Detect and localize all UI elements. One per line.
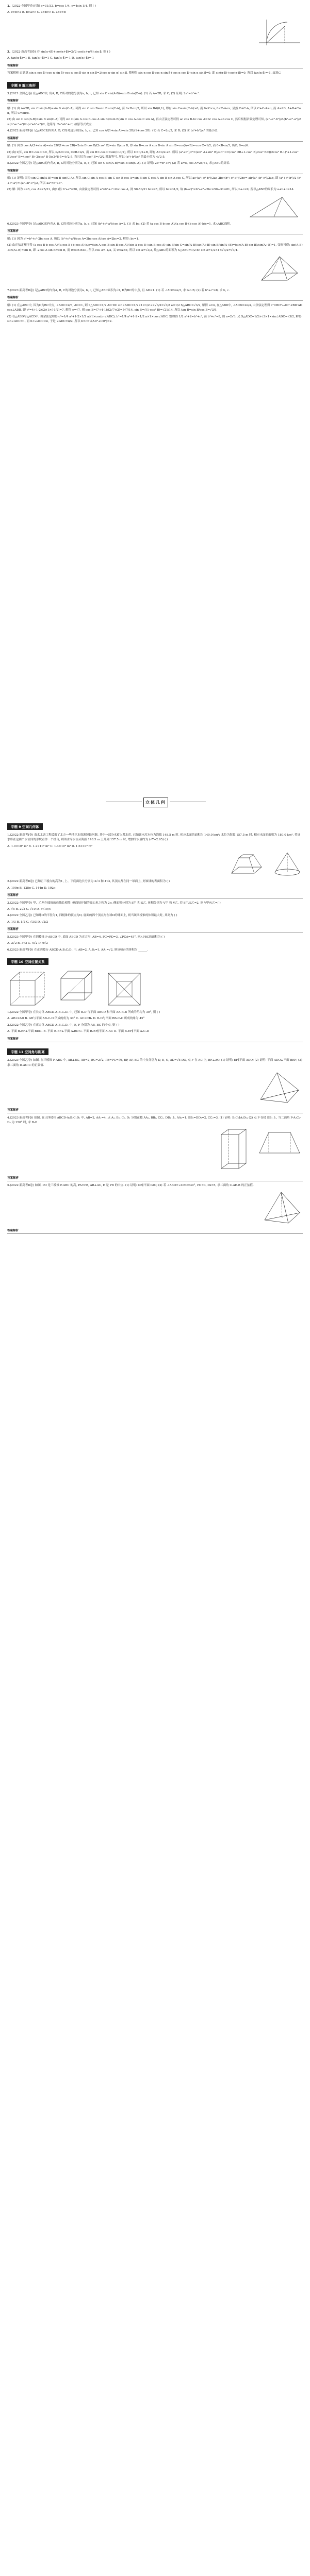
problem-1: 1. (2022·全国甲卷)已知 a=31/32, b=cos 1/4, c=4sin 1/4, 则 ( )	[7, 5, 96, 8]
solution-4a: 解: (1) 因为 cos A/(1+sin A)=sin 2B/(1+cos 2B)=2sin B cos B/(2cos² B)=sin B/cos B, 即 sin B=cos A cos B-sin A sin B=cos(A+B)=-cos C=1/2, 而 0<B<π/3, 所以 B=π/6.	[7, 144, 249, 148]
solution-2: 答案解析 由题意 sin α cos β+cos α sin β+cos α cos β-sin α sin β=2(cos α-sin α) sin β, 整理得 sin α cos β-cos α sin β+cos α cos β+sin α sin β=0, 即 sin(α-β)+cos(α-β)=0, 所以 tan(α-β)=-1. 故选C.	[7, 72, 282, 75]
mid-options-1: A. 1.0×10⁹ m³ B. 1.2×10⁹ m³ C. 1.4×10⁹ m³ D. 1.6×10⁹ m³	[7, 844, 93, 848]
mid-options-3: A. √5 B. 2√2 C. √10 D. 5√10/4	[7, 908, 51, 911]
answer-label: 答案解析	[7, 296, 19, 300]
mid-problem-6: 6.(2023·新高考Ⅰ卷) 在正四棱台 ABCD-A₁B₁C₁D₁ 中, AB=2, A₁B₁=1, AA₁=√2, 则该棱台的体积为 ______.	[7, 948, 148, 952]
divider	[7, 141, 303, 142]
low-options-2: A. 平面 B₁EF⊥平面 BDD₁ B. 平面 B₁EF⊥平面 A₁BD C. 平面 B₁EF∥平面 A₁AC D. 平面 B₁EF∥平面 A₁C₁D	[7, 1030, 149, 1033]
answer-label: 答案解析	[7, 928, 19, 931]
answer-label: 答案解析	[7, 169, 19, 173]
top-column	[7, 4, 303, 326]
divider	[7, 1233, 303, 1234]
triangle-figure	[246, 194, 303, 220]
figure-row	[7, 1070, 303, 1106]
prism-figure	[56, 969, 97, 1008]
middle-column	[7, 819, 303, 1236]
mid-options-5: A. 2√2 B. 3√2 C. 4√2 D. 6√2	[7, 942, 48, 945]
solution-3b: (2) 由 sin C sin(A-B)=sin B sin(C-A) 可得 sin C(sin A cos B-cos A sin B)=sin B(sin C cos A-cos C sin A), 再由正弦定理可得 ac cos B-bc cos A=bc cos A-ab cos C, 然后根据余弦定理可知, (a²+c²-b²)/2-(b²+c²-a²)/2=(b²+c²-a²)/2-(a²+b²-c²)/2, 化简得: 2a²=b²+c², 故原等式成立.	[7, 118, 301, 126]
frustum-figure	[229, 851, 265, 877]
pyramid-figure	[256, 255, 303, 286]
low-options-1: A. AB=2AD B. AB与平面 AB₁C₁D 所成的角为 30° C. AC=CB₁ D. B₁D与平面 BB₁C₁C 所成的角为 45°	[7, 1017, 145, 1021]
solution-6a: 解: (1) 因为 a²=b²+c²-2bc cos A, 所以 (b²+c²-a²)/cos A=2bc cos A/cos A=2bc=2, 解得: bc=1.	[7, 237, 139, 241]
pyramid-figure-2	[262, 1190, 303, 1226]
answer-label: 答案解析	[7, 894, 19, 897]
chapter-banner: 立体几何	[143, 798, 168, 807]
solution-4b: (2) 由(1)知, sin B=-cos C>0, 所以 π/2<C<π, 0<B<π/2, 而 sin B=-cos C=sin(C-π/2), 所以 C=π/2+B, 即有 A=π/2-2B. 所以 (a²+b²)/c²=(sin² A+sin² B)/sin² C=(cos² 2B+1-cos² B)/cos² B=((2cos² B-1)²+1-cos² B)/cos² B=4cos² B+2/cos² B-5≥2√8-5=4√2-5. 当且仅当 cos² B=√2/2 时取等号, 所以 (a²+b²)/c² 的最小值为 4√2-5.	[7, 150, 299, 159]
section-header-10: 专题 10 空间位置关系	[7, 958, 48, 965]
figure-row	[7, 969, 303, 1008]
figure-row	[7, 194, 303, 220]
mid-problem-2: 2.(2022·新高考Ⅱ卷) 已知正三棱台的高为1, 上、下底面边长分别为 3√3 和 4√3, 其顶点都在同一球面上, 则该球的表面积为 ( )	[7, 880, 170, 884]
low-problem-2: 2.(2022·全国乙卷) 在正方体 ABCD-A₁B₁C₁D₁ 中, E, F 分别为 AB, BC 的中点, 则 ( )	[7, 1023, 120, 1027]
low-problem-4: 4.(2023·新高考Ⅰ卷) 如图, 在正四棱柱 ABCD-A₁B₁C₁D₁ 中, AB=2, AA₁=4. 点 A₂, B₂, C₂, D₂ 分别在棱 AA₁, BB₁, CC₁, DD₁ 上, AA₂=1, BB₂=DD₂=2, CC₂=3. (1) 证明: B₂C₂∥A₂D₂; (2) 点 P 在棱 BB₁ 上, 当二面角 P-A₂C₂-D₂ 为 150° 时, 求 B₂P.	[7, 1116, 301, 1125]
mid-options-2: A. 100π B. 128π C. 144π D. 192π	[7, 886, 56, 890]
figure-row	[7, 1127, 303, 1174]
solution-5b: (2) 解: 因为 a=5, cos A=25/31, 由(1)得 b²+c²=50, 由余弦定理可得 a²=b²+c²-2bc cos A, 则 50-50/31 bc=25, 所以 bc=31/2, 故 (b+c)²=b²+c²+2bc=50+31=81, 所以 b+c=9, 所以△ABC的周长为 a+b+c=14.	[7, 188, 295, 192]
answer-label: 答案解析	[7, 99, 19, 103]
problem-7: 7.(2023·新高考Ⅱ卷) 记△ABC的内角A, B, C的对边分别为a, b, c, 已知△ABC面积为√3, D为BC的中点, 且 AD=1. (1) 若 ∠ADC=π/3, 求 tan B; (2) 若 b²+c²=8, 求 b, c.	[7, 289, 230, 292]
answer-label: 答案解析	[7, 230, 19, 233]
divider	[7, 932, 303, 933]
low-problem-3: 3.(2023·全国乙卷) 如图, 在三棱锥 P-ABC 中, AB⊥BC, AB=2, BC=2√2, PB=PC=√6, BP, AP, BC 的中点分别为 D, E, O, AD=√5 DO, 点 F 在 AC 上, BF⊥AO. (1) 证明: EF∥平面 ADO; (2) 证明: 平面 ADO⊥平面 BEF; (3) 求二面角 D-AO-C 的正弦值.	[7, 1059, 302, 1067]
answer-label: 答案解析	[7, 64, 19, 67]
problem-6: 6.(2023·全国甲卷) 记△ABC的内角A, B, C的对边分别为a, b, c, 已知 (b²+c²-a²)/cos A=2. (1) 求 bc; (2) 若 (a cos B-b cos A)/(a cos B+b cos A)-b/c=1, 求△ABC面积.	[7, 222, 231, 226]
figure-row	[7, 1190, 303, 1226]
square-figure	[104, 969, 145, 1008]
divider	[7, 898, 303, 899]
mid-problem-3: 3.(2022·全国甲卷) 甲、乙两个圆锥的母线长相等, 侧面展开图的圆心角之和为 2π, 侧面积分别为 S甲 和 S乙, 体积分别为 V甲 和 V乙. 若 S甲/S乙=2, 则 V甲/V乙=( )	[7, 901, 221, 905]
answer-label: 答案解析	[7, 137, 19, 140]
solution-3a: 解: (1) 由 A=2B, sin C sin(A-B)=sin B sin(C-A), 可得 sin C sin B=sin B sin(C-A), 而 0<B<π/2, 所以 sin B∈(0,1), 即有 sin C=sin(C-A)>0, 而 0<C<π, 0<C-A<π, 显然 C≠C-A, 所以 C+C-A=π, 而 A=2B, A+B+C=π, 所以 C=5π/8.	[7, 107, 301, 115]
column-figure	[218, 1127, 249, 1174]
unit-circle-figure	[256, 17, 303, 48]
problem-4: 4.(2022·新高考Ⅰ卷) 记△ABC的内角A, B, C的对边分别为a, b, c, 已知 cos A/(1+sin A)=sin 2B/(1+cos 2B). (1) 若 C=2π/3, 求 B; (2) 求 (a²+b²)/c² 的最小值.	[7, 129, 219, 133]
options-1: A. c>b>a B. b>a>c C. a>b>c D. a>c>b	[7, 11, 66, 14]
mid-problem-1: 1.(2022·新高考Ⅰ卷) 南水北调工程缓解了北方一些地区水资源短缺问题, 其中一部分水蓄入某水库. 已知该水库水位为海拔 148.5 m 时, 相应水面的面积为 140.0 km²; 水位为海拔 157.5 m 时, 相应水面的面积为 180.0 km², 将该水库在这两个水位间的形状看作一个棱台, 则该水库水位从海拔 148.5 m 上升到 157.5 m 时, 增加的水量约为 (√7≈2.65) ( )	[7, 834, 301, 842]
options-2: A. tan(α-β)=1 B. tan(α+β)=1 C. tan(α-β)=-1 D. tan(α+β)=-1	[7, 57, 94, 60]
section-header-8: 专题 8 解三角形	[7, 82, 39, 89]
cone-figure	[272, 851, 303, 877]
low-problem-5: 5.(2022·新高考Ⅱ卷) 如图, PO 是三棱锥 P-ABC 的高, PA=PB, AB⊥AC, E 是 PB 的中点. (1) 证明: OE∥平面 PAC; (2) 若 ∠ABO=∠CBO=30°, PO=3, PA=5, 求二面角 C-AE-B 的正弦值.	[7, 1184, 254, 1188]
answer-label: 答案解析	[7, 1037, 19, 1041]
section-header-9: 专题 9 空间几何体	[7, 823, 43, 830]
divider	[7, 300, 303, 301]
problem-number: 1.	[7, 5, 11, 8]
problem-3: 3.(2021·全国乙卷) 在△ABC中, 角A, B, C所对的边分别为a, b, c, 已知 sin C sin(A-B)=sin B sin(C-A). (1) 若 A=2B, 求 C; (2) 证明: 2a²=b²+c².	[7, 92, 200, 95]
figure-row	[7, 851, 303, 877]
solution-5a: 解: (1) 证明: 因为 sin C sin(A-B)=sin B sin(C-A), 所以 sin C sin A cos B-sin C sin B cos A=sin B sin C cos A-sin B sin A cos C, 所以 ac·(a²+c²-b²)/2ac-2bc·(b²+c²-a²)/2bc=-ab·(a²+b²-c²)/2ab, 即 (a²+c²-b²)/2-(b²+c²-a²)=-(a²+b²-c²)/2, 所以 2a²=b²+c².	[7, 177, 302, 185]
solution-6b: (2) 由正弦定理可得 (a cos B-b cos A)/(a cos B+b cos A)-b/c=(sin A cos B-sin B cos A)/(sin A cos B+sin B cos A)-sin B/sin C=sin(A-B)/sin(A+B)-sin B/sin(A+B)=(sin(A-B)-sin B)/sin(A+B)=1, 变形可得: sin(A-B)-sin(A+B)=sin B, 即 -2cos A sin B=sin B, 而 0<sin B≤1, 所以 cos A=-1/2, 又 0<A<π, 所以 sin A=√3/2, 故△ABC的面积为 S△ABC=1/2 bc sin A=1/2×1×√3/2=√3/4.	[7, 244, 303, 252]
problem-5: 5.(2022·全国乙卷) 记△ABC的内角A, B, C的对边分别为a, b, c, 已知 sin C sin(A-B)=sin B sin(C-A). (1) 证明: 2a²=b²+c²; (2) 若 a=5, cos A=25/31, 求△ABC的周长.	[7, 162, 231, 165]
solution-7b: (2) 在△ABD与△ACD中, 由余弦定理得 c²=1/4 a²+1-2×1/2 a×1×cos(π-∠ADC), b²=1/4 a²+1-2×1/2 a×1×cos∠ADC, 整理得 1/2 a²+2=b²+c², 而 b²+c²=8, 则 a=2√3, 又 S△ADC=1/2×√3×1×sin∠ADC=√3/2, 解得 sin∠ADC=1, 而 0<∠ADC<π, 于是 ∠ADC=π/2, 所以 b=c=√(AD²+CD²)=2.	[7, 315, 302, 324]
solution-7a: 解: (1) 在△ABC中, 因为D为BC中点, ∠ADC=π/3, AD=1, 则 S△ADC=1/2 AD·DC sin∠ADC=1/2×1×1/2 a×√3/2=√3/8 a=1/2 S△ABC=√3/2, 解得 a=4, 在△ABD中, ∠ADB=2π/3, 由余弦定理得 c²=BD²+AD²-2BD·AD cos∠ADB, 即 c²=4+1-2×2×1×(-1/2)=7, 解得 c=√7, 则 cos B=(7+4-1)/(2√7×2)=5√7/14, sin B=√(1-cos² B)=√21/14, 所以 tan B=sin B/cos B=√3/5.	[7, 303, 302, 312]
answer-label: 答案解析	[7, 1176, 19, 1180]
cube-figure	[7, 969, 48, 1008]
answer-label: 答案解析	[7, 1229, 19, 1232]
mid-problem-5: 5.(2023·全国甲卷) 在四棱锥 P-ABCD 中, 底面 ABCD 为正方形, AB=4, PC=PD=3, ∠PCA=45°, 则△PBC的面积为 ( )	[7, 935, 165, 939]
tetrahedron-figure	[256, 1070, 303, 1106]
section-header-11: 专题 11 空间角与距离	[7, 1048, 48, 1055]
mid-options-4: A. 1/3 B. 1/2 C. √3/3 D. √2/2	[7, 920, 48, 924]
problem-2: 2. (2022·新高考Ⅱ卷) 若 sin(α+β)+cos(α+β)=2√2 cos(α+π/4) sin β, 则 ( )	[7, 50, 110, 54]
trapezoid-figure	[256, 1127, 303, 1174]
figure-row	[7, 17, 303, 48]
answer-label: 答案解析	[7, 1109, 19, 1112]
mid-problem-4: 4.(2022·全国乙卷) 已知球O的半径为1, 四棱锥的顶点为O, 底面的四个顶点均在球O的球面上, 则当该四棱锥的体积最大时, 其高为 ( )	[7, 914, 177, 918]
low-problem-1: 1.(2022·全国甲卷) 在长方体 ABCD-A₁B₁C₁D₁ 中, 已知 B₁D 与平面 ABCD 和平面 AA₁B₁B 所成的角均为 30°, 则 ( )	[7, 1011, 160, 1014]
figure-row	[7, 255, 303, 286]
